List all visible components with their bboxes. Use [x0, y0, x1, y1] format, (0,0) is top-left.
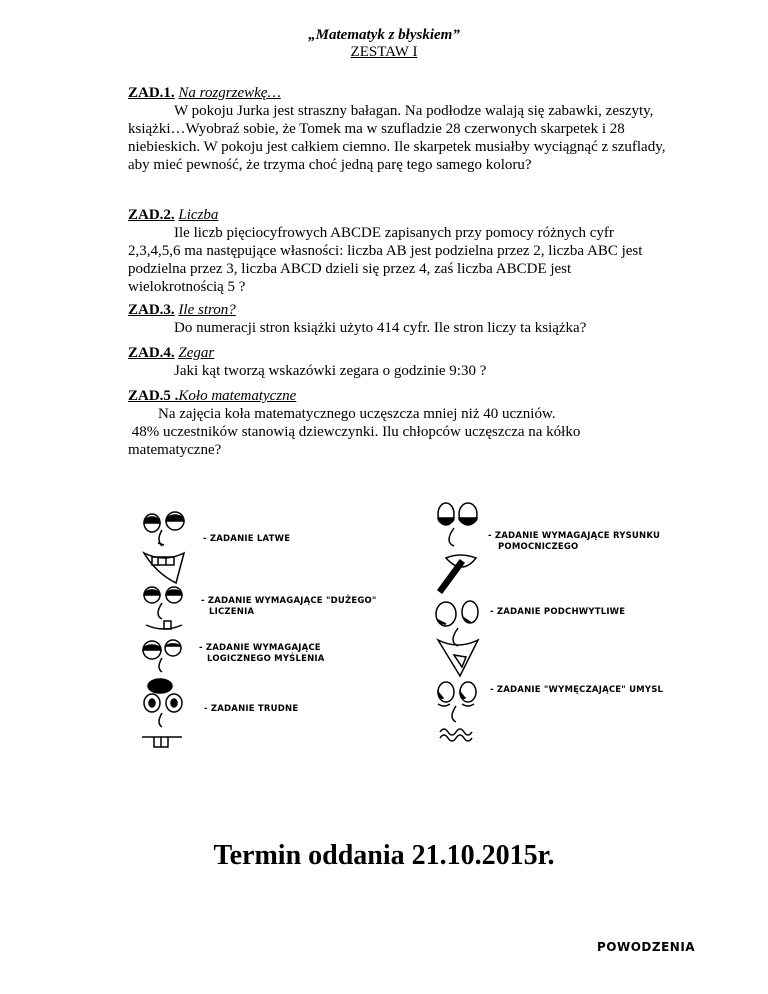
calculating-face-icon — [144, 587, 182, 629]
logic-face-icon — [143, 640, 181, 693]
task-number: ZAD.3. — [128, 302, 175, 318]
document-title: „Matematyk z błyskiem” — [308, 27, 460, 43]
legend-tricky: - ZADANIE PODCHWYTLIWE — [490, 607, 626, 617]
legend-drawing-2: POMOCNICZEGO — [498, 542, 579, 552]
legend-logic-2: LOGICZNEGO MYŚLENIA — [207, 654, 325, 664]
task-number: ZAD.1. — [128, 85, 175, 101]
tricky-face-icon — [436, 601, 478, 676]
task-4 — [128, 344, 668, 380]
faces-illustration-left — [140, 503, 188, 748]
task-text: W pokoju Jurka jest straszny bałagan. Na podłodze walają się zabawki, zeszyty, książki…Wyobraź sobie, że Tomek ma w szufladzie 28 czerwonych skarpetek i 28 niebieskich. W pokoju jest całkiem ciemno. Ile skarpetek musiałby wyciągnąć z szuflady, aby mieć pewność, że trzyma choć jedną parę tego samego koloru? — [128, 103, 666, 173]
footer-good-luck: POWODZENIA — [597, 940, 696, 954]
task-name: Ile stron? — [178, 302, 236, 318]
easy-face-icon — [144, 512, 184, 583]
legend-calculating: - ZADANIE WYMAGAJĄCE "DUŻEGO" — [201, 596, 377, 606]
task-name: Zegar — [178, 345, 215, 361]
task-2 — [128, 206, 668, 296]
task-text: Do numeracji stron książki użyto 414 cyfr. Ile stron liczy ta książka? — [174, 320, 587, 336]
faces-illustration-right — [432, 500, 482, 748]
task-number: ZAD.4. — [128, 345, 175, 361]
document-subtitle: ZESTAW I — [350, 44, 418, 60]
task-number: ZAD.2. — [128, 207, 175, 223]
legend-calculating-2: LICZENIA — [209, 607, 255, 617]
legend-easy: - ZADANIE LATWE — [203, 534, 291, 544]
task-number: ZAD.5 . — [128, 388, 179, 404]
task-text-continued: 48% uczestników stanowią dziewczynki. Ilu chłopców uczęszcza na kółko matematyczne? — [128, 424, 585, 458]
task-name: Liczba — [178, 207, 219, 223]
deadline: Termin oddania 21.10.2015r. — [213, 840, 555, 871]
legend-logic: - ZADANIE WYMAGAJĄCE — [199, 643, 321, 653]
legend-exhausting: - ZADANIE "WYMĘCZAJĄCE" UMYSL — [490, 685, 664, 695]
task-text: Ile liczb pięciocyfrowych ABCDE zapisanych przy pomocy różnych cyfr 2,3,4,5,6 ma następujące własności: liczba AB jest podzielna przez 2, liczba ABC jest podzielna przez 3, liczba ABCD dzieli się przez 4, zaś liczba ABCDE jest wielokrotnością 5 ? — [128, 225, 643, 295]
legend-drawing: - ZADANIE WYMAGAJĄCE RYSUNKU — [488, 531, 661, 541]
task-name: Koło matematyczne — [178, 388, 297, 404]
hard-face-icon — [142, 694, 182, 747]
task-name: Na rozgrzewkę… — [178, 85, 281, 101]
task-text: Na zajęcia koła matematycznego uczęszcza mniej niż 40 uczniów. — [158, 406, 556, 422]
drawing-face-icon — [438, 503, 477, 593]
task-1 — [128, 84, 668, 174]
exhausting-face-icon — [438, 682, 476, 741]
task-text: Jaki kąt tworzą wskazówki zegara o godzinie 9:30 ? — [174, 363, 487, 379]
legend-hard: - ZADANIE TRUDNE — [204, 704, 299, 714]
task-3 — [128, 301, 668, 337]
task-5 — [128, 387, 668, 459]
